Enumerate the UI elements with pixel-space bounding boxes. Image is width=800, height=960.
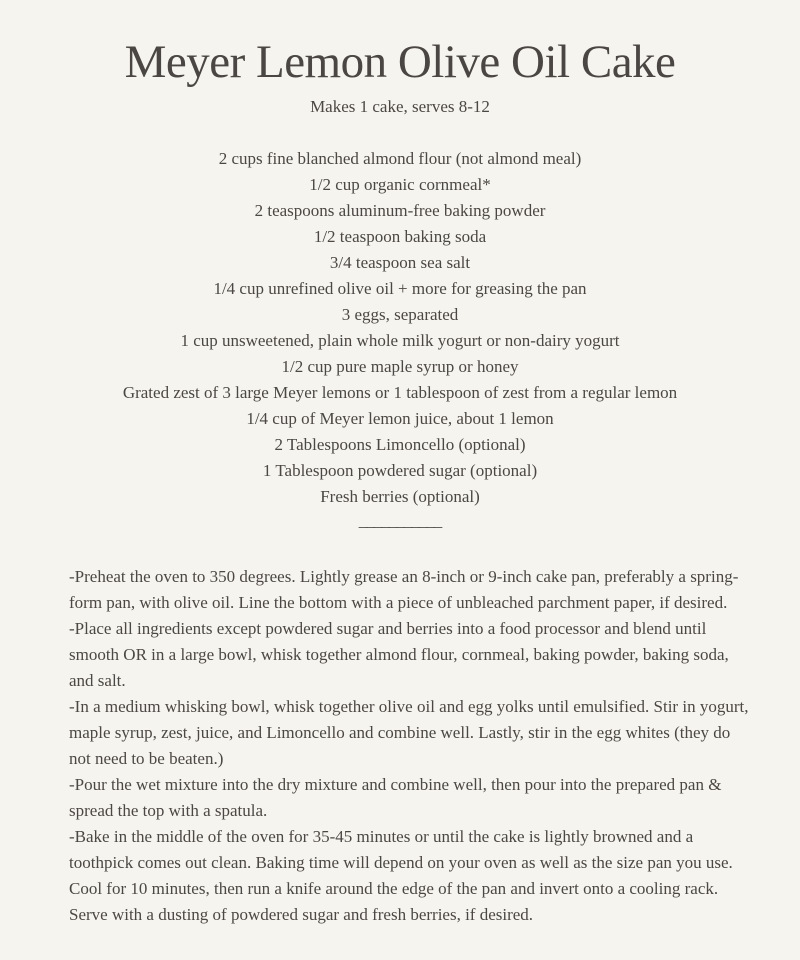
ingredient-item: 1/2 cup pure maple syrup or honey [281,357,519,376]
instruction-step: -Pour the wet mixture into the dry mixture and combine well, then pour into the prepared pan & spread the top with a spatula. [69,775,722,820]
ingredient-item: 1 cup unsweetened, plain whole milk yogurt or non-dairy yogurt [180,331,620,350]
ingredient-item: 1/2 cup organic cornmeal* [309,175,491,194]
instruction-list [69,564,755,928]
instruction-step: -Preheat the oven to 350 degrees. Lightly grease an 8-inch or 9-inch cake pan, preferably a spring-form pan, with olive oil. Line the bottom with a piece of unbleached parchment paper, if desired. [69,567,739,612]
recipe-title: Meyer Lemon Olive Oil Cake [124,36,676,88]
ingredient-item: 1/4 cup of Meyer lemon juice, about 1 lemon [246,409,554,428]
ingredient-list [0,146,800,510]
ingredient-item: 1/2 teaspoon baking soda [313,227,487,246]
ingredient-item: 2 teaspoons aluminum-free baking powder [254,201,546,220]
ingredient-item: Fresh berries (optional) [320,487,480,506]
ingredient-item: 1/4 cup unrefined olive oil + more for greasing the pan [213,279,587,298]
ingredient-item: 3 eggs, separated [341,305,459,324]
section-divider: ___________ [358,511,442,530]
ingredient-item: 2 Tablespoons Limoncello (optional) [274,435,526,454]
instruction-step: -In a medium whisking bowl, whisk together olive oil and egg yolks until emulsified. Stir in yogurt, maple syrup, zest, juice, and Limoncello and combine well. Lastly, stir in the egg whites (they do not need to be beaten.) [69,697,749,768]
instruction-step: -Bake in the middle of the oven for 35-45 minutes or until the cake is lightly browned and a toothpick comes out clean. Baking time will depend on your oven as well as the size pan you use. Cool for 10 minutes, then run a knife around the edge of the pan and invert onto a cooling rack. Serve with a dusting of powdered sugar and fresh berries, if desired. [69,827,733,924]
ingredient-item: 2 cups fine blanched almond flour (not almond meal) [218,149,582,168]
instruction-step: -Place all ingredients except powdered sugar and berries into a food processor and blend until smooth OR in a large bowl, whisk together almond flour, cornmeal, baking powder, baking soda, and salt. [69,619,729,690]
ingredient-item: Grated zest of 3 large Meyer lemons or 1 tablespoon of zest from a regular lemon [122,383,678,402]
ingredient-item: 1 Tablespoon powdered sugar (optional) [262,461,538,480]
ingredient-item: 3/4 teaspoon sea salt [329,253,471,272]
recipe-yield: Makes 1 cake, serves 8-12 [310,97,490,116]
